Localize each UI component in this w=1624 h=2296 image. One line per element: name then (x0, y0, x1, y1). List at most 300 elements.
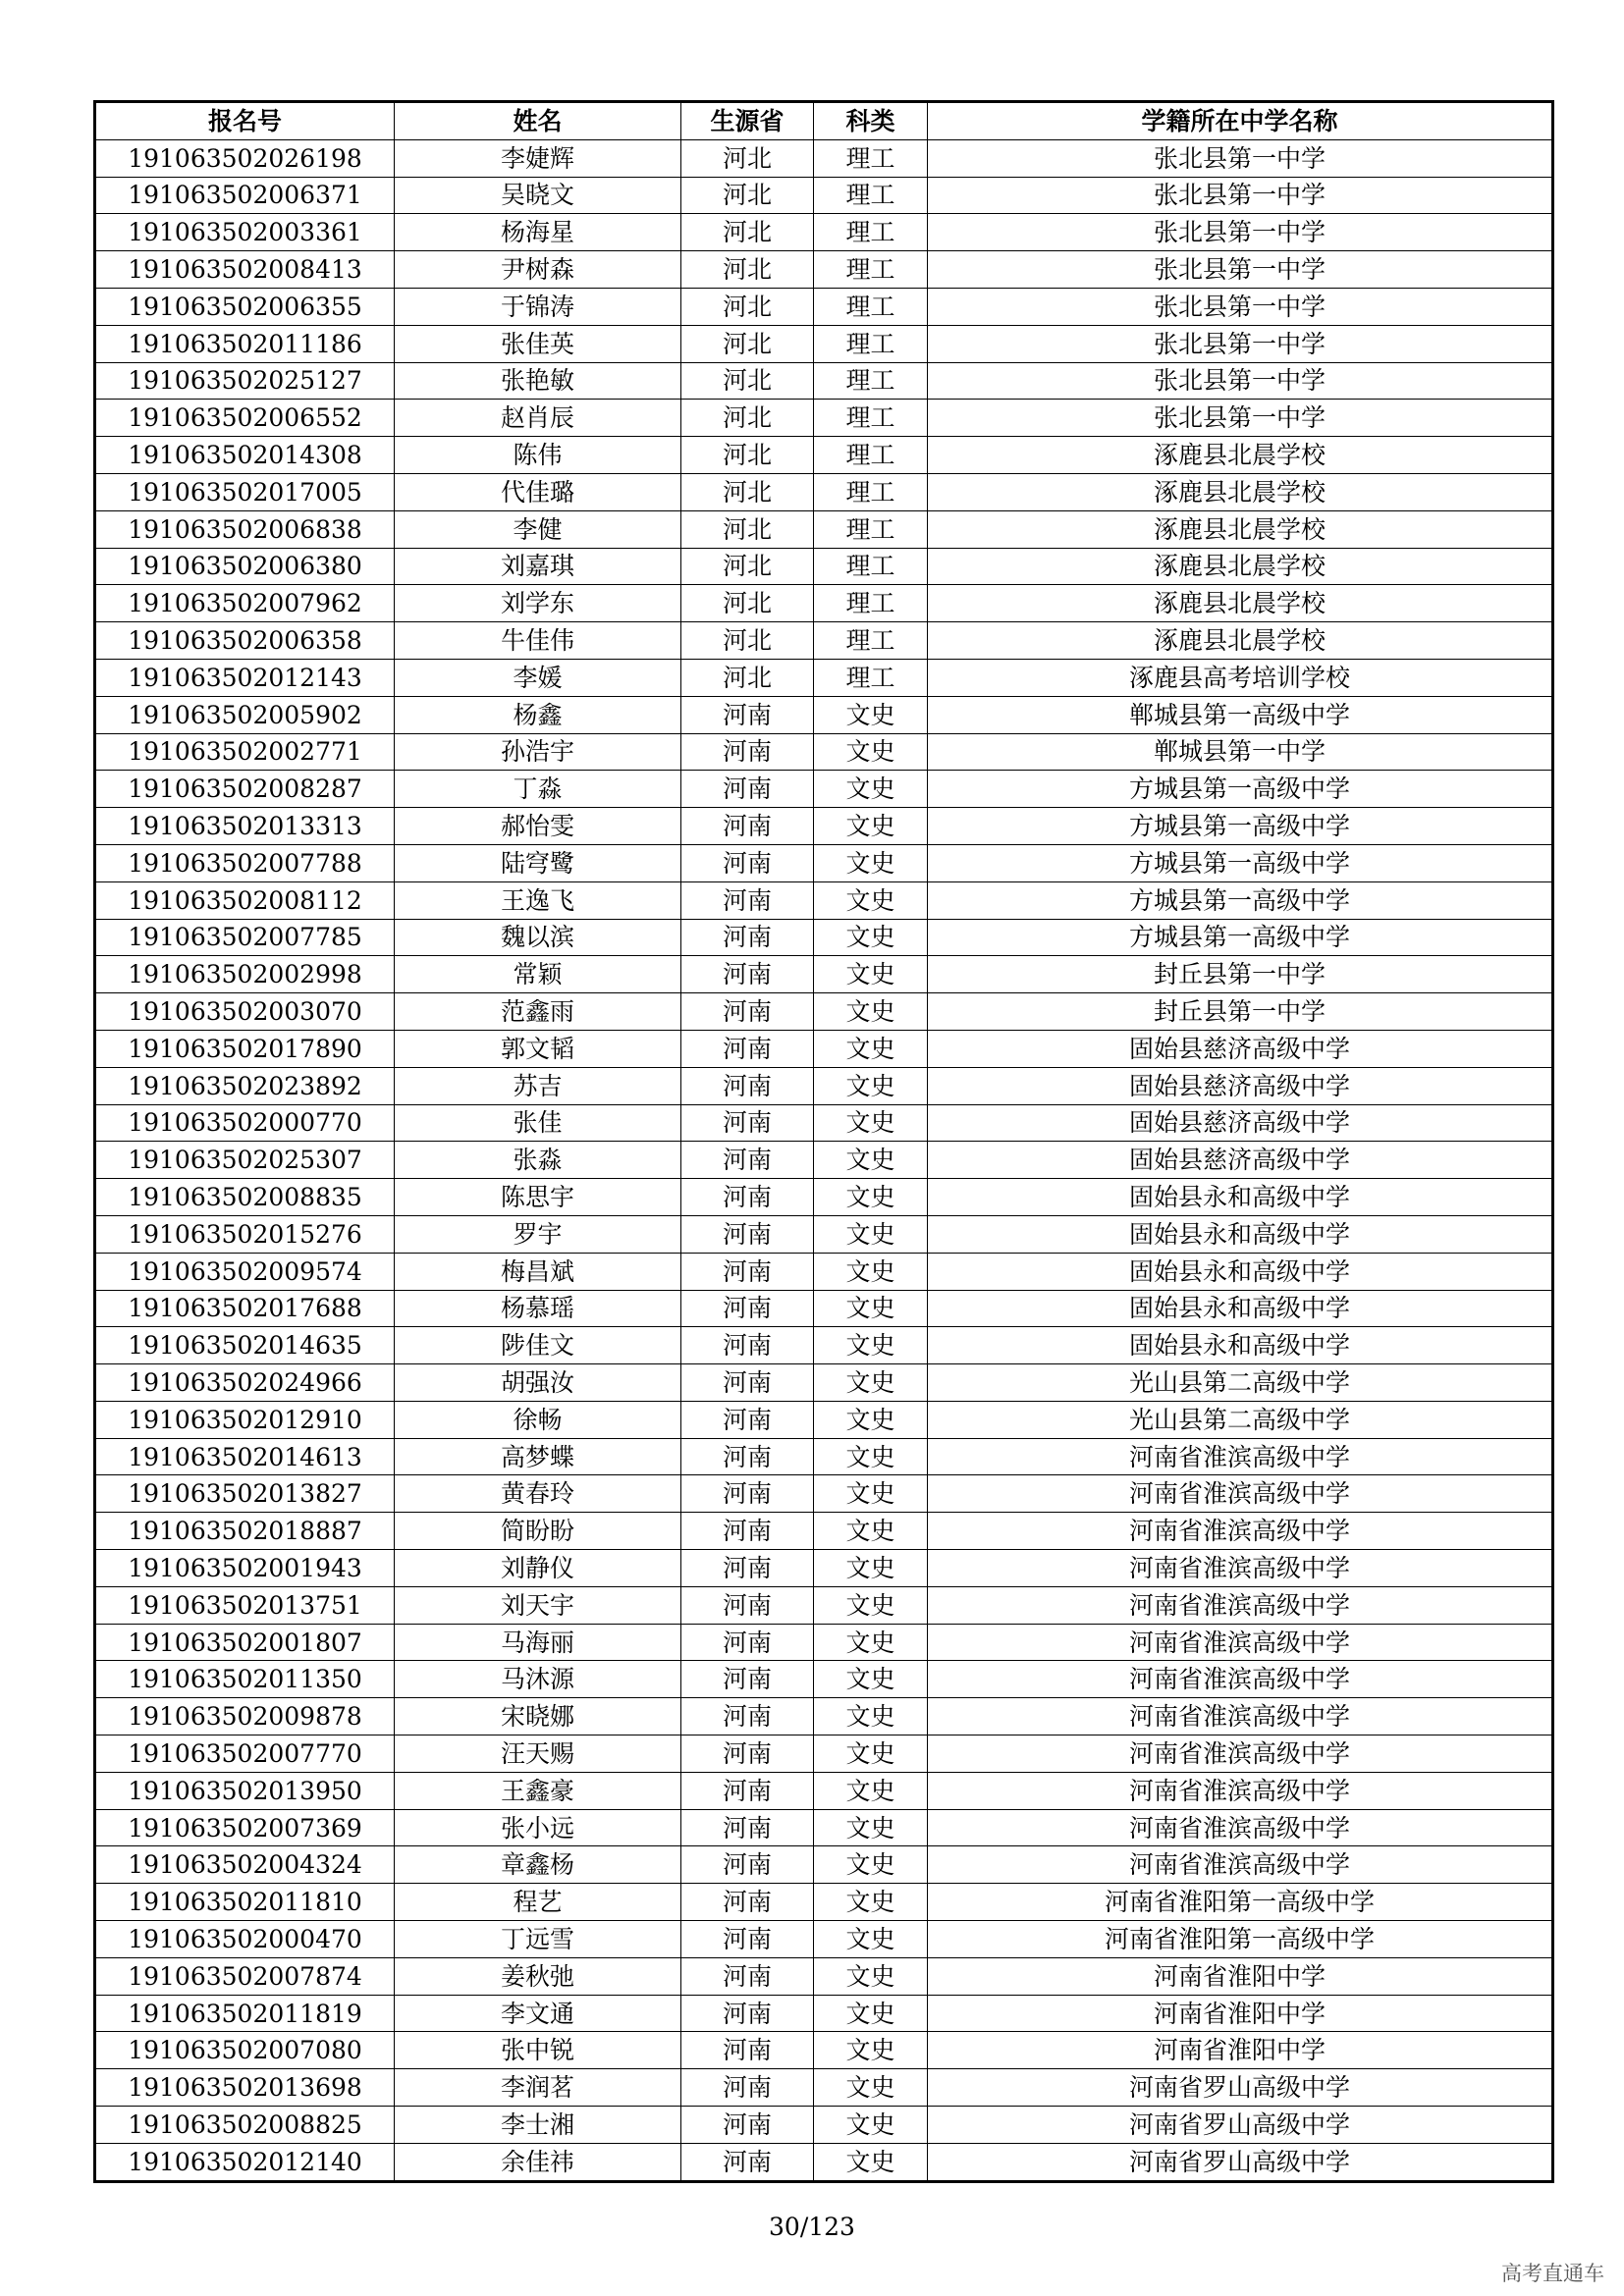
header-registration-number: 报名号 (95, 102, 395, 140)
name-cell: 宋晓娜 (395, 1698, 681, 1735)
registration-number-cell: 191063502007788 (95, 844, 395, 881)
table-row (95, 1327, 1553, 1364)
table-row (95, 1809, 1553, 1846)
category-cell: 文史 (814, 1624, 928, 1661)
registration-number-cell: 191063502007962 (95, 585, 395, 622)
province-cell: 河北 (681, 437, 814, 474)
name-cell: 郝怡雯 (395, 808, 681, 845)
school-name-cell: 河南省淮滨高级中学 (928, 1438, 1553, 1475)
category-cell: 理工 (814, 325, 928, 362)
province-cell: 河南 (681, 771, 814, 808)
name-cell: 刘静仪 (395, 1550, 681, 1587)
name-cell: 汪天赐 (395, 1735, 681, 1773)
category-cell: 理工 (814, 510, 928, 548)
registration-number-cell: 191063502013950 (95, 1772, 395, 1809)
registration-number-cell: 191063502008112 (95, 881, 395, 919)
registration-number-cell: 191063502024966 (95, 1364, 395, 1402)
table-row (95, 1884, 1553, 1921)
name-cell: 张艳敏 (395, 362, 681, 400)
table-row (95, 2107, 1553, 2144)
province-cell: 河南 (681, 993, 814, 1031)
registration-number-cell: 191063502013827 (95, 1475, 395, 1513)
table-body (95, 139, 1553, 2181)
province-cell: 河南 (681, 1586, 814, 1624)
province-cell: 河南 (681, 1438, 814, 1475)
registration-number-cell: 191063502013698 (95, 2069, 395, 2107)
table-row (95, 956, 1553, 993)
school-name-cell: 河南省淮滨高级中学 (928, 1735, 1553, 1773)
category-cell: 文史 (814, 808, 928, 845)
school-name-cell: 河南省淮滨高级中学 (928, 1661, 1553, 1698)
registration-number-cell: 191063502009878 (95, 1698, 395, 1735)
name-cell: 马海丽 (395, 1624, 681, 1661)
category-cell: 理工 (814, 437, 928, 474)
table-row (95, 473, 1553, 510)
category-cell: 文史 (814, 1104, 928, 1142)
category-cell: 理工 (814, 473, 928, 510)
school-name-cell: 河南省淮滨高级中学 (928, 1698, 1553, 1735)
school-name-cell: 方城县第一高级中学 (928, 844, 1553, 881)
category-cell: 文史 (814, 696, 928, 733)
school-name-cell: 张北县第一中学 (928, 362, 1553, 400)
province-cell: 河南 (681, 881, 814, 919)
name-cell: 王鑫豪 (395, 1772, 681, 1809)
school-name-cell: 河南省淮阳中学 (928, 1957, 1553, 1995)
province-cell: 河南 (681, 1809, 814, 1846)
name-cell: 胡强汝 (395, 1364, 681, 1402)
registration-number-cell: 191063502014635 (95, 1327, 395, 1364)
category-cell: 文史 (814, 881, 928, 919)
province-cell: 河南 (681, 1921, 814, 1958)
province-cell: 河南 (681, 1513, 814, 1550)
category-cell: 文史 (814, 1921, 928, 1958)
table-row (95, 2069, 1553, 2107)
registration-number-cell: 191063502017005 (95, 473, 395, 510)
table-row (95, 1290, 1553, 1327)
name-cell: 张中锐 (395, 2032, 681, 2069)
province-cell: 河南 (681, 919, 814, 956)
table-row (95, 1846, 1553, 1884)
category-cell: 文史 (814, 2107, 928, 2144)
registration-number-cell: 191063502007080 (95, 2032, 395, 2069)
table-row (95, 1364, 1553, 1402)
province-cell: 河南 (681, 1364, 814, 1402)
school-name-cell: 固始县慈济高级中学 (928, 1067, 1553, 1104)
registration-number-cell: 191063502003070 (95, 993, 395, 1031)
category-cell: 文史 (814, 771, 928, 808)
name-cell: 刘天宇 (395, 1586, 681, 1624)
school-name-cell: 张北县第一中学 (928, 288, 1553, 325)
table-row (95, 1067, 1553, 1104)
category-cell: 文史 (814, 733, 928, 771)
province-cell: 河北 (681, 622, 814, 660)
table-row (95, 1104, 1553, 1142)
name-cell: 李士湘 (395, 2107, 681, 2144)
registration-number-cell: 191063502017688 (95, 1290, 395, 1327)
table-row (95, 771, 1553, 808)
province-cell: 河南 (681, 2032, 814, 2069)
province-cell: 河南 (681, 1624, 814, 1661)
school-name-cell: 河南省淮阳中学 (928, 2032, 1553, 2069)
province-cell: 河南 (681, 1957, 814, 1995)
category-cell: 文史 (814, 844, 928, 881)
school-name-cell: 河南省淮阳中学 (928, 1995, 1553, 2032)
school-name-cell: 涿鹿县北晨学校 (928, 473, 1553, 510)
school-name-cell: 方城县第一高级中学 (928, 808, 1553, 845)
category-cell: 文史 (814, 1957, 928, 1995)
province-cell: 河南 (681, 1290, 814, 1327)
table-row (95, 214, 1553, 251)
registration-number-cell: 191063502009574 (95, 1253, 395, 1290)
school-name-cell: 固始县慈济高级中学 (928, 1030, 1553, 1067)
name-cell: 张淼 (395, 1142, 681, 1179)
registration-number-cell: 191063502002771 (95, 733, 395, 771)
province-cell: 河南 (681, 1215, 814, 1253)
name-cell: 尹树森 (395, 251, 681, 289)
province-cell: 河北 (681, 177, 814, 214)
table-row (95, 510, 1553, 548)
name-cell: 王逸飞 (395, 881, 681, 919)
school-name-cell: 河南省淮滨高级中学 (928, 1624, 1553, 1661)
name-cell: 李健 (395, 510, 681, 548)
school-name-cell: 涿鹿县北晨学校 (928, 622, 1553, 660)
school-name-cell: 光山县第二高级中学 (928, 1401, 1553, 1438)
school-name-cell: 固始县永和高级中学 (928, 1215, 1553, 1253)
table-row (95, 1957, 1553, 1995)
province-cell: 河北 (681, 251, 814, 289)
registration-number-cell: 191063502006552 (95, 400, 395, 437)
category-cell: 文史 (814, 1513, 928, 1550)
name-cell: 陟佳文 (395, 1327, 681, 1364)
name-cell: 陈伟 (395, 437, 681, 474)
province-cell: 河南 (681, 1030, 814, 1067)
category-cell: 文史 (814, 1364, 928, 1402)
category-cell: 文史 (814, 993, 928, 1031)
name-cell: 张佳 (395, 1104, 681, 1142)
category-cell: 文史 (814, 1846, 928, 1884)
page-number: 30/123 (769, 2213, 855, 2241)
school-name-cell: 张北县第一中学 (928, 325, 1553, 362)
category-cell: 文史 (814, 1772, 928, 1809)
registration-number-cell: 191063502011819 (95, 1995, 395, 2032)
province-cell: 河南 (681, 1327, 814, 1364)
name-cell: 常颖 (395, 956, 681, 993)
school-name-cell: 封丘县第一中学 (928, 993, 1553, 1031)
table-row (95, 733, 1553, 771)
name-cell: 姜秋弛 (395, 1957, 681, 1995)
category-cell: 理工 (814, 585, 928, 622)
school-name-cell: 固始县永和高级中学 (928, 1253, 1553, 1290)
name-cell: 魏以滨 (395, 919, 681, 956)
school-name-cell: 张北县第一中学 (928, 400, 1553, 437)
registration-number-cell: 191063502006358 (95, 622, 395, 660)
table-row (95, 696, 1553, 733)
province-cell: 河南 (681, 1067, 814, 1104)
province-cell: 河南 (681, 1995, 814, 2032)
registration-number-cell: 191063502025127 (95, 362, 395, 400)
name-cell: 刘学东 (395, 585, 681, 622)
registration-number-cell: 191063502012910 (95, 1401, 395, 1438)
table-row (95, 139, 1553, 177)
table-row (95, 1921, 1553, 1958)
table-row (95, 1253, 1553, 1290)
category-cell: 理工 (814, 139, 928, 177)
name-cell: 陆穹鹭 (395, 844, 681, 881)
category-cell: 文史 (814, 919, 928, 956)
school-name-cell: 方城县第一高级中学 (928, 881, 1553, 919)
category-cell: 文史 (814, 1884, 928, 1921)
province-cell: 河南 (681, 1735, 814, 1773)
admission-list-table (93, 100, 1554, 2183)
table-header-row (95, 102, 1553, 140)
registration-number-cell: 191063502006355 (95, 288, 395, 325)
registration-number-cell: 191063502018887 (95, 1513, 395, 1550)
table-row (95, 844, 1553, 881)
school-name-cell: 固始县永和高级中学 (928, 1179, 1553, 1216)
registration-number-cell: 191063502013751 (95, 1586, 395, 1624)
province-cell: 河南 (681, 1698, 814, 1735)
header-source-province: 生源省 (681, 102, 814, 140)
registration-number-cell: 191063502007369 (95, 1809, 395, 1846)
table-row (95, 1438, 1553, 1475)
school-name-cell: 河南省淮阳第一高级中学 (928, 1921, 1553, 1958)
school-name-cell: 涿鹿县高考培训学校 (928, 659, 1553, 696)
school-name-cell: 河南省淮滨高级中学 (928, 1846, 1553, 1884)
table-row (95, 1586, 1553, 1624)
table-row (95, 362, 1553, 400)
header-subject-category: 科类 (814, 102, 928, 140)
table-row (95, 2143, 1553, 2181)
category-cell: 文史 (814, 1698, 928, 1735)
name-cell: 范鑫雨 (395, 993, 681, 1031)
table-row (95, 400, 1553, 437)
registration-number-cell: 191063502008825 (95, 2107, 395, 2144)
school-name-cell: 固始县慈济高级中学 (928, 1104, 1553, 1142)
registration-number-cell: 191063502023892 (95, 1067, 395, 1104)
table-row (95, 919, 1553, 956)
table-row (95, 1179, 1553, 1216)
school-name-cell: 郸城县第一中学 (928, 733, 1553, 771)
name-cell: 吴晓文 (395, 177, 681, 214)
school-name-cell: 河南省淮滨高级中学 (928, 1475, 1553, 1513)
school-name-cell: 河南省罗山高级中学 (928, 2069, 1553, 2107)
category-cell: 理工 (814, 288, 928, 325)
registration-number-cell: 191063502001943 (95, 1550, 395, 1587)
table-row (95, 1735, 1553, 1773)
registration-number-cell: 191063502011350 (95, 1661, 395, 1698)
province-cell: 河南 (681, 1772, 814, 1809)
name-cell: 代佳璐 (395, 473, 681, 510)
province-cell: 河南 (681, 696, 814, 733)
school-name-cell: 张北县第一中学 (928, 251, 1553, 289)
school-name-cell: 固始县永和高级中学 (928, 1290, 1553, 1327)
registration-number-cell: 191063502025307 (95, 1142, 395, 1179)
school-name-cell: 光山县第二高级中学 (928, 1364, 1553, 1402)
category-cell: 文史 (814, 1290, 928, 1327)
category-cell: 理工 (814, 177, 928, 214)
province-cell: 河北 (681, 325, 814, 362)
province-cell: 河北 (681, 214, 814, 251)
table-row (95, 437, 1553, 474)
name-cell: 马沐源 (395, 1661, 681, 1698)
registration-number-cell: 191063502005902 (95, 696, 395, 733)
school-name-cell: 河南省罗山高级中学 (928, 2143, 1553, 2181)
province-cell: 河南 (681, 1253, 814, 1290)
registration-number-cell: 191063502012140 (95, 2143, 395, 2181)
registration-number-cell: 191063502003361 (95, 214, 395, 251)
category-cell: 文史 (814, 1475, 928, 1513)
table-row (95, 325, 1553, 362)
school-name-cell: 河南省淮阳第一高级中学 (928, 1884, 1553, 1921)
category-cell: 文史 (814, 2032, 928, 2069)
name-cell: 徐畅 (395, 1401, 681, 1438)
name-cell: 赵肖辰 (395, 400, 681, 437)
school-name-cell: 张北县第一中学 (928, 214, 1553, 251)
header-school-name: 学籍所在中学名称 (928, 102, 1553, 140)
province-cell: 河北 (681, 400, 814, 437)
category-cell: 文史 (814, 1661, 928, 1698)
category-cell: 文史 (814, 956, 928, 993)
registration-number-cell: 191063502014613 (95, 1438, 395, 1475)
name-cell: 章鑫杨 (395, 1846, 681, 1884)
name-cell: 苏吉 (395, 1067, 681, 1104)
category-cell: 理工 (814, 251, 928, 289)
province-cell: 河南 (681, 2107, 814, 2144)
school-name-cell: 涿鹿县北晨学校 (928, 437, 1553, 474)
province-cell: 河北 (681, 548, 814, 585)
table-row (95, 622, 1553, 660)
table-row (95, 808, 1553, 845)
table-row (95, 1142, 1553, 1179)
category-cell: 文史 (814, 1030, 928, 1067)
school-name-cell: 张北县第一中学 (928, 139, 1553, 177)
school-name-cell: 涿鹿县北晨学校 (928, 548, 1553, 585)
table-row (95, 585, 1553, 622)
province-cell: 河南 (681, 956, 814, 993)
name-cell: 李润茗 (395, 2069, 681, 2107)
name-cell: 牛佳伟 (395, 622, 681, 660)
name-cell: 简盼盼 (395, 1513, 681, 1550)
registration-number-cell: 191063502002998 (95, 956, 395, 993)
name-cell: 张佳英 (395, 325, 681, 362)
registration-number-cell: 191063502008287 (95, 771, 395, 808)
table-row (95, 881, 1553, 919)
name-cell: 李媛 (395, 659, 681, 696)
registration-number-cell: 191063502017890 (95, 1030, 395, 1067)
province-cell: 河南 (681, 1142, 814, 1179)
registration-number-cell: 191063502012143 (95, 659, 395, 696)
name-cell: 程艺 (395, 1884, 681, 1921)
category-cell: 文史 (814, 1995, 928, 2032)
registration-number-cell: 191063502015276 (95, 1215, 395, 1253)
table-row (95, 1698, 1553, 1735)
registration-number-cell: 191063502006371 (95, 177, 395, 214)
table-row (95, 548, 1553, 585)
province-cell: 河南 (681, 1661, 814, 1698)
name-cell: 李婕辉 (395, 139, 681, 177)
registration-number-cell: 191063502006380 (95, 548, 395, 585)
table-row (95, 1513, 1553, 1550)
province-cell: 河南 (681, 1475, 814, 1513)
table-row (95, 993, 1553, 1031)
category-cell: 文史 (814, 1067, 928, 1104)
table-row (95, 659, 1553, 696)
name-cell: 于锦涛 (395, 288, 681, 325)
province-cell: 河南 (681, 808, 814, 845)
category-cell: 理工 (814, 622, 928, 660)
name-cell: 郭文韬 (395, 1030, 681, 1067)
province-cell: 河北 (681, 362, 814, 400)
registration-number-cell: 191063502000470 (95, 1921, 395, 1958)
table-row (95, 1475, 1553, 1513)
name-cell: 李文通 (395, 1995, 681, 2032)
name-cell: 陈思宇 (395, 1179, 681, 1216)
table-row (95, 1995, 1553, 2032)
registration-number-cell: 191063502008413 (95, 251, 395, 289)
table-row (95, 1772, 1553, 1809)
category-cell: 文史 (814, 1735, 928, 1773)
registration-number-cell: 191063502011186 (95, 325, 395, 362)
school-name-cell: 河南省罗山高级中学 (928, 2107, 1553, 2144)
school-name-cell: 张北县第一中学 (928, 177, 1553, 214)
table-row (95, 288, 1553, 325)
category-cell: 理工 (814, 548, 928, 585)
school-name-cell: 方城县第一高级中学 (928, 771, 1553, 808)
table-row (95, 1624, 1553, 1661)
registration-number-cell: 191063502013313 (95, 808, 395, 845)
table-row (95, 1030, 1553, 1067)
registration-number-cell: 191063502004324 (95, 1846, 395, 1884)
province-cell: 河南 (681, 1179, 814, 1216)
name-cell: 梅昌斌 (395, 1253, 681, 1290)
name-cell: 罗宇 (395, 1215, 681, 1253)
header-name: 姓名 (395, 102, 681, 140)
province-cell: 河北 (681, 659, 814, 696)
province-cell: 河北 (681, 510, 814, 548)
school-name-cell: 河南省淮滨高级中学 (928, 1772, 1553, 1809)
category-cell: 理工 (814, 659, 928, 696)
name-cell: 杨鑫 (395, 696, 681, 733)
category-cell: 文史 (814, 1401, 928, 1438)
category-cell: 文史 (814, 2069, 928, 2107)
name-cell: 丁远雪 (395, 1921, 681, 1958)
category-cell: 文史 (814, 1809, 928, 1846)
table-row (95, 1401, 1553, 1438)
name-cell: 刘嘉琪 (395, 548, 681, 585)
table-row (95, 2032, 1553, 2069)
category-cell: 文史 (814, 1550, 928, 1587)
name-cell: 张小远 (395, 1809, 681, 1846)
table-row (95, 1215, 1553, 1253)
category-cell: 理工 (814, 214, 928, 251)
registration-number-cell: 191063502006838 (95, 510, 395, 548)
registration-number-cell: 191063502008835 (95, 1179, 395, 1216)
registration-number-cell: 191063502007785 (95, 919, 395, 956)
category-cell: 文史 (814, 1586, 928, 1624)
category-cell: 文史 (814, 1253, 928, 1290)
province-cell: 河北 (681, 585, 814, 622)
school-name-cell: 方城县第一高级中学 (928, 919, 1553, 956)
name-cell: 孙浩宇 (395, 733, 681, 771)
school-name-cell: 郸城县第一高级中学 (928, 696, 1553, 733)
name-cell: 丁淼 (395, 771, 681, 808)
category-cell: 理工 (814, 400, 928, 437)
name-cell: 杨海星 (395, 214, 681, 251)
category-cell: 文史 (814, 2143, 928, 2181)
name-cell: 余佳祎 (395, 2143, 681, 2181)
school-name-cell: 封丘县第一中学 (928, 956, 1553, 993)
province-cell: 河北 (681, 288, 814, 325)
